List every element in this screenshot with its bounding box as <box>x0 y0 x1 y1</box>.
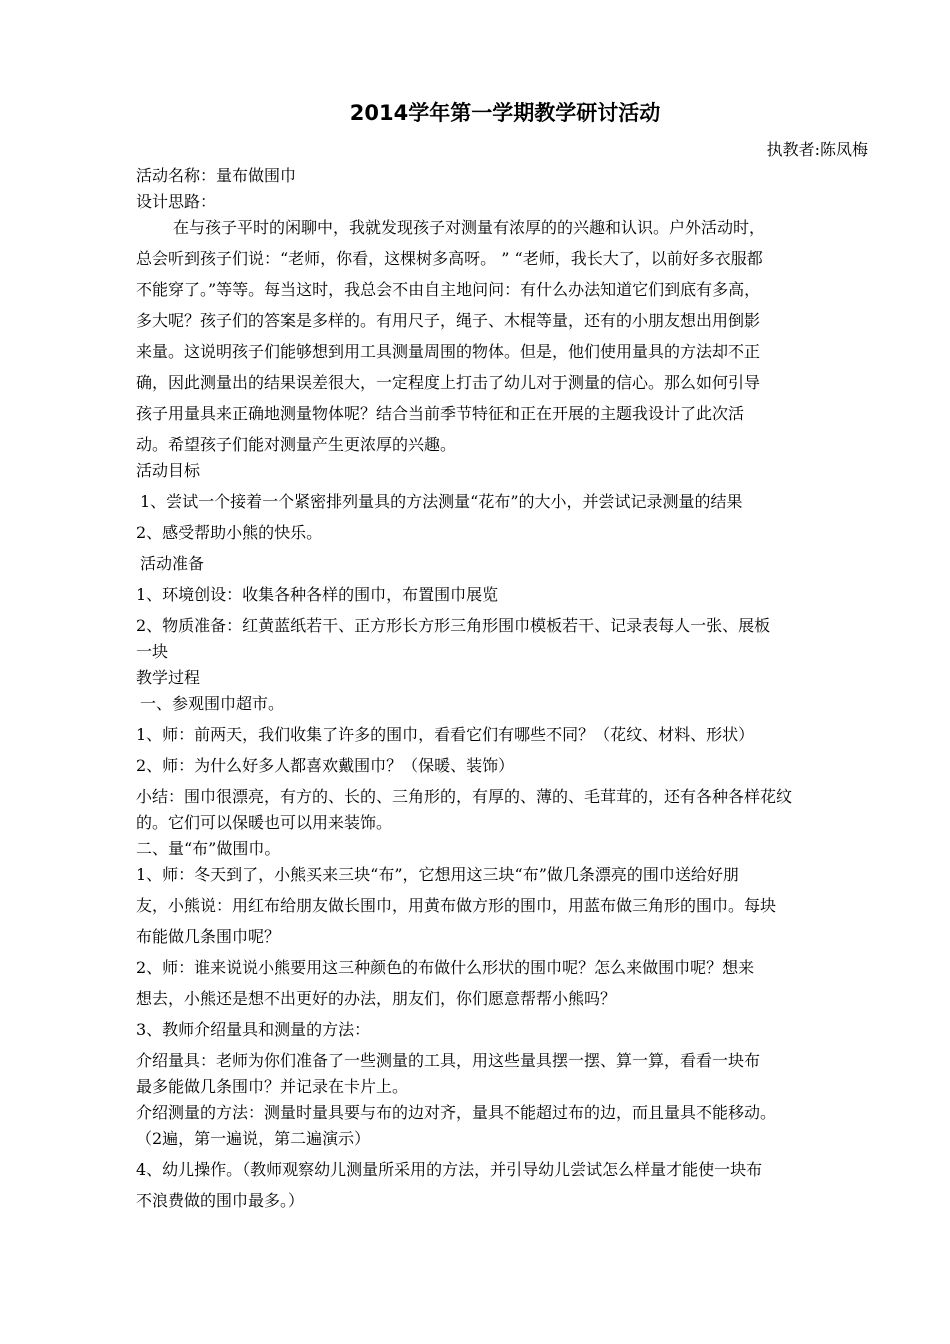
paragraph-line: 多大呢？孩子们的答案是多样的。有用尺子，绳子、木棍等量，还有的小朋友想出用倒影 <box>136 311 761 330</box>
process-item: 1、师：冬天到了，小熊买来三块“布”，它想用这三块“布”做几条漂亮的围巾送给好朋 <box>136 865 739 884</box>
goal-item: 1、尝试一个接着一个紧密排列量具的方法测量“花布”的大小，并尝试记录测量的结果 <box>140 492 743 511</box>
process-item: 想去，小熊还是想不出更好的办法，朋友们，你们愿意帮帮小熊吗？ <box>136 989 617 1008</box>
process-item: 4、幼儿操作。（教师观察幼儿测量所采用的方法，并引导幼儿尝试怎么样量才能使一块布 <box>136 1160 763 1179</box>
preparation-item: 2、物质准备：红黄蓝纸若干、正方形长方形三角形围巾模板若干、记录表每人一张、展板 <box>136 616 771 635</box>
process-item: 介绍测量的方法：测量时量具要与布的边对齐，量具不能超过布的边，而且量具不能移动。 <box>136 1103 777 1122</box>
process-item: 1、师：前两天，我们收集了许多的围巾，看看它们有哪些不同？（花纹、材料、形状） <box>136 725 755 744</box>
paragraph-line: 来量。这说明孩子们能够想到用工具测量周围的物体。但是，他们使用量具的方法却不正 <box>136 342 761 361</box>
activity-name: 活动名称：量布做围巾 <box>136 166 297 185</box>
paragraph-line: 不能穿了。”等等。每当这时，我总会不由自主地问问：有什么办法知道它们到底有多高， <box>136 280 761 299</box>
document-title: 2014学年第一学期教学研讨活动 <box>349 101 661 125</box>
summary-line: 小结：围巾很漂亮，有方的、长的、三角形的，有厚的、薄的、毛茸茸的，还有各种各样花纹 <box>136 787 793 806</box>
process-item: 2、师：谁来说说小熊要用这三种颜色的布做什么形状的围巾呢？怎么来做围巾呢？想来 <box>136 958 755 977</box>
goal-item: 2、感受帮助小熊的快乐。 <box>136 523 323 542</box>
process-item: 布能做几条围巾呢？ <box>136 927 281 946</box>
section-heading-preparation: 活动准备 <box>140 554 205 573</box>
paragraph-line: 动。希望孩子们能对测量产生更浓厚的兴趣。 <box>136 435 457 454</box>
process-item: （2遍，第一遍说，第二遍演示） <box>136 1129 371 1148</box>
paragraph-line: 确，因此测量出的结果误差很大，一定程度上打击了幼儿对于测量的信心。那么如何引导 <box>136 373 761 392</box>
section-heading-design: 设计思路： <box>136 192 217 211</box>
preparation-item: 1、环境创设：收集各种各样的围巾，布置围巾展览 <box>136 585 499 604</box>
summary-line: 的。它们可以保暖也可以用来装饰。 <box>136 813 393 832</box>
process-step-heading: 二、量“布”做围巾。 <box>136 839 281 858</box>
process-item: 友，小熊说：用红布给朋友做长围巾，用黄布做方形的围巾，用蓝布做三角形的围巾。每块 <box>136 896 777 915</box>
author-line: 执教者:陈凤梅 <box>766 140 868 159</box>
process-step-heading: 一、参观围巾超市。 <box>140 694 285 713</box>
process-item: 介绍量具：老师为你们准备了一些测量的工具，用这些量具摆一摆、算一算，看看一块布 <box>136 1051 761 1070</box>
preparation-item-continued: 一块 <box>136 642 169 661</box>
process-item: 3、教师介绍量具和测量的方法： <box>136 1020 371 1039</box>
section-heading-goals: 活动目标 <box>136 461 201 480</box>
section-heading-process: 教学过程 <box>136 668 201 687</box>
paragraph-line: 在与孩子平时的闲聊中，我就发现孩子对测量有浓厚的的兴趣和认识。户外活动时， <box>173 218 766 237</box>
process-item: 不浪费做的围巾最多。） <box>136 1191 305 1210</box>
paragraph-line: 总会听到孩子们说：“老师，你看，这棵树多高呀。 ” “老师，我长大了，以前好多衣服都 <box>136 249 763 268</box>
process-item: 最多能做几条围巾？并记录在卡片上。 <box>136 1077 409 1096</box>
document-content <box>136 0 874 1344</box>
document-body <box>136 163 874 1214</box>
process-item: 2、师：为什么好多人都喜欢戴围巾？（保暖、装饰） <box>136 756 515 775</box>
paragraph-line: 孩子用量具来正确地测量物体呢？结合当前季节特征和正在开展的主题我设计了此次活 <box>136 404 745 423</box>
